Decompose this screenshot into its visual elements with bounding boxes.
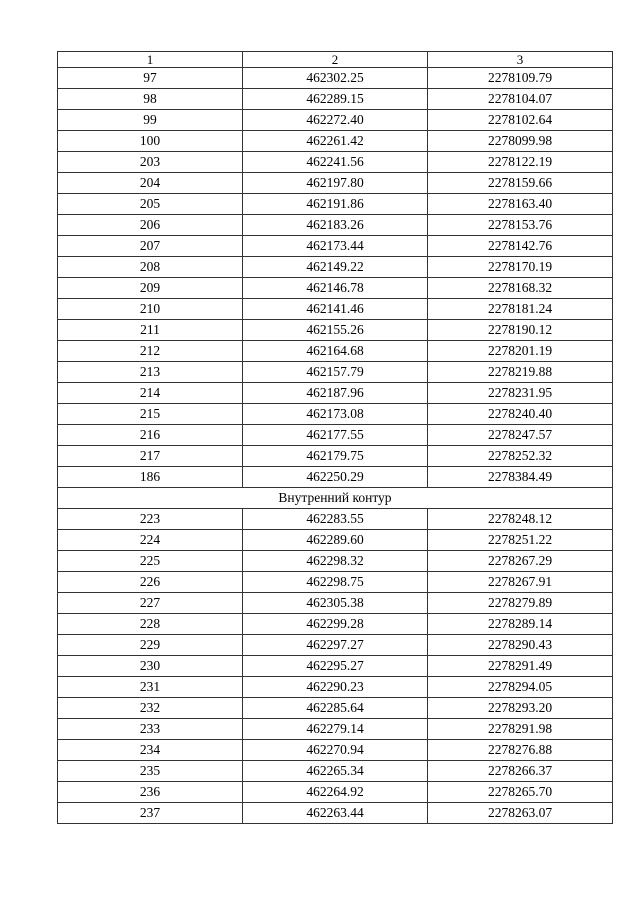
table-row [58,257,613,278]
x-coordinate-cell: 462250.29 [243,467,428,488]
coordinates-table [57,51,613,824]
table-row [58,110,613,131]
table-row [58,131,613,152]
point-number-cell: 204 [58,173,243,194]
y-coordinate-cell: 2278104.07 [428,89,613,110]
table-row [58,467,613,488]
y-coordinate-cell: 2278102.64 [428,110,613,131]
point-number-cell: 203 [58,152,243,173]
x-coordinate-cell: 462263.44 [243,803,428,824]
x-coordinate-cell: 462279.14 [243,719,428,740]
point-number-cell: 211 [58,320,243,341]
y-coordinate-cell: 2278159.66 [428,173,613,194]
point-number-cell: 97 [58,68,243,89]
point-number-cell: 186 [58,467,243,488]
point-number-cell: 98 [58,89,243,110]
table-row [58,341,613,362]
table-row [58,173,613,194]
x-coordinate-cell: 462157.79 [243,362,428,383]
table-row [58,383,613,404]
x-coordinate-cell: 462302.25 [243,68,428,89]
header-col-1: 1 [58,52,243,68]
x-coordinate-cell: 462298.75 [243,572,428,593]
x-coordinate-cell: 462146.78 [243,278,428,299]
x-coordinate-cell: 462155.26 [243,320,428,341]
point-number-cell: 225 [58,551,243,572]
table-row [58,152,613,173]
point-number-cell: 215 [58,404,243,425]
x-coordinate-cell: 462299.28 [243,614,428,635]
y-coordinate-cell: 2278267.29 [428,551,613,572]
section-row [58,488,613,509]
y-coordinate-cell: 2278294.05 [428,677,613,698]
y-coordinate-cell: 2278247.57 [428,425,613,446]
point-number-cell: 234 [58,740,243,761]
point-number-cell: 213 [58,362,243,383]
x-coordinate-cell: 462285.64 [243,698,428,719]
y-coordinate-cell: 2278291.49 [428,656,613,677]
point-number-cell: 223 [58,509,243,530]
point-number-cell: 210 [58,299,243,320]
table-row [58,740,613,761]
table-row [58,635,613,656]
point-number-cell: 231 [58,677,243,698]
table-row [58,656,613,677]
point-number-cell: 237 [58,803,243,824]
y-coordinate-cell: 2278201.19 [428,341,613,362]
x-coordinate-cell: 462141.46 [243,299,428,320]
table-row [58,698,613,719]
y-coordinate-cell: 2278168.32 [428,278,613,299]
table-row [58,572,613,593]
table-row [58,194,613,215]
table-row [58,299,613,320]
y-coordinate-cell: 2278190.12 [428,320,613,341]
table-row [58,551,613,572]
x-coordinate-cell: 462295.27 [243,656,428,677]
x-coordinate-cell: 462297.27 [243,635,428,656]
point-number-cell: 233 [58,719,243,740]
y-coordinate-cell: 2278263.07 [428,803,613,824]
x-coordinate-cell: 462305.38 [243,593,428,614]
table-row [58,278,613,299]
x-coordinate-cell: 462173.08 [243,404,428,425]
x-coordinate-cell: 462261.42 [243,131,428,152]
x-coordinate-cell: 462298.32 [243,551,428,572]
x-coordinate-cell: 462290.23 [243,677,428,698]
y-coordinate-cell: 2278219.88 [428,362,613,383]
point-number-cell: 232 [58,698,243,719]
x-coordinate-cell: 462191.86 [243,194,428,215]
y-coordinate-cell: 2278276.88 [428,740,613,761]
point-number-cell: 209 [58,278,243,299]
table-row [58,593,613,614]
table-row [58,68,613,89]
point-number-cell: 228 [58,614,243,635]
y-coordinate-cell: 2278109.79 [428,68,613,89]
y-coordinate-cell: 2278291.98 [428,719,613,740]
y-coordinate-cell: 2278267.91 [428,572,613,593]
table-row [58,719,613,740]
y-coordinate-cell: 2278231.95 [428,383,613,404]
table-header [58,52,613,68]
x-coordinate-cell: 462270.94 [243,740,428,761]
table-row [58,89,613,110]
y-coordinate-cell: 2278248.12 [428,509,613,530]
y-coordinate-cell: 2278251.22 [428,530,613,551]
point-number-cell: 227 [58,593,243,614]
table-row [58,425,613,446]
x-coordinate-cell: 462289.15 [243,89,428,110]
y-coordinate-cell: 2278289.14 [428,614,613,635]
table-row [58,215,613,236]
y-coordinate-cell: 2278153.76 [428,215,613,236]
y-coordinate-cell: 2278265.70 [428,782,613,803]
point-number-cell: 230 [58,656,243,677]
x-coordinate-cell: 462173.44 [243,236,428,257]
x-coordinate-cell: 462283.55 [243,509,428,530]
point-number-cell: 217 [58,446,243,467]
x-coordinate-cell: 462149.22 [243,257,428,278]
point-number-cell: 100 [58,131,243,152]
x-coordinate-cell: 462265.34 [243,761,428,782]
header-row [58,52,613,68]
table-row [58,362,613,383]
header-col-2: 2 [243,52,428,68]
table-row [58,446,613,467]
table-row [58,782,613,803]
section-title: Внутренний контур [58,488,613,509]
table-row [58,404,613,425]
x-coordinate-cell: 462164.68 [243,341,428,362]
x-coordinate-cell: 462197.80 [243,173,428,194]
table-row [58,803,613,824]
point-number-cell: 229 [58,635,243,656]
point-number-cell: 207 [58,236,243,257]
point-number-cell: 214 [58,383,243,404]
y-coordinate-cell: 2278279.89 [428,593,613,614]
point-number-cell: 236 [58,782,243,803]
y-coordinate-cell: 2278181.24 [428,299,613,320]
table-row [58,614,613,635]
x-coordinate-cell: 462264.92 [243,782,428,803]
table-body [58,68,613,824]
table-row [58,677,613,698]
x-coordinate-cell: 462272.40 [243,110,428,131]
x-coordinate-cell: 462241.56 [243,152,428,173]
point-number-cell: 212 [58,341,243,362]
table-row [58,236,613,257]
point-number-cell: 226 [58,572,243,593]
x-coordinate-cell: 462289.60 [243,530,428,551]
y-coordinate-cell: 2278122.19 [428,152,613,173]
y-coordinate-cell: 2278099.98 [428,131,613,152]
x-coordinate-cell: 462179.75 [243,446,428,467]
table-row [58,320,613,341]
header-col-3: 3 [428,52,613,68]
y-coordinate-cell: 2278290.43 [428,635,613,656]
point-number-cell: 205 [58,194,243,215]
y-coordinate-cell: 2278142.76 [428,236,613,257]
point-number-cell: 99 [58,110,243,131]
y-coordinate-cell: 2278384.49 [428,467,613,488]
table-row [58,530,613,551]
y-coordinate-cell: 2278293.20 [428,698,613,719]
table-row [58,509,613,530]
y-coordinate-cell: 2278163.40 [428,194,613,215]
y-coordinate-cell: 2278170.19 [428,257,613,278]
y-coordinate-cell: 2278240.40 [428,404,613,425]
point-number-cell: 235 [58,761,243,782]
table-row [58,761,613,782]
point-number-cell: 224 [58,530,243,551]
point-number-cell: 216 [58,425,243,446]
point-number-cell: 206 [58,215,243,236]
y-coordinate-cell: 2278266.37 [428,761,613,782]
y-coordinate-cell: 2278252.32 [428,446,613,467]
x-coordinate-cell: 462177.55 [243,425,428,446]
x-coordinate-cell: 462187.96 [243,383,428,404]
point-number-cell: 208 [58,257,243,278]
x-coordinate-cell: 462183.26 [243,215,428,236]
